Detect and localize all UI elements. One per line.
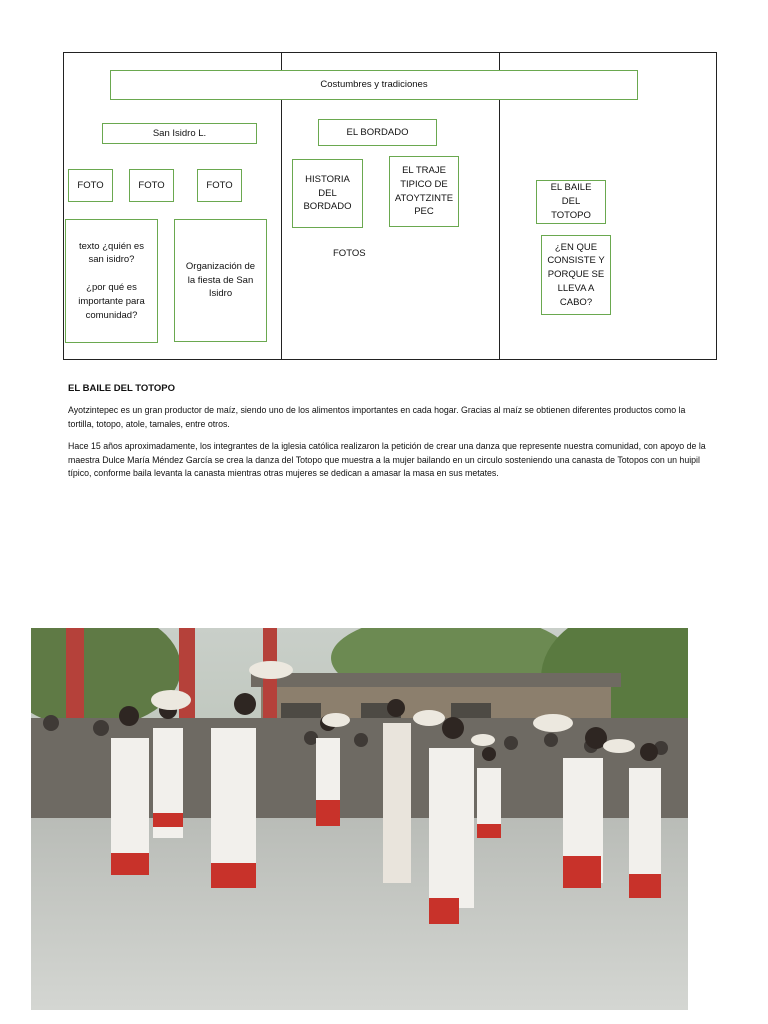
bordado-history-text: HISTORIA DEL BORDADO [303, 173, 352, 213]
san-isidro-label: San Isidro L. [152, 127, 207, 139]
san-isidro-question-box [65, 219, 158, 343]
san-isidro-question-text: texto ¿quién es san isidro? ¿por qué es importante para comunidad? [78, 240, 145, 321]
diagram-title: Costumbres y tradiciones [320, 79, 428, 91]
bordado-label: EL BORDADO [346, 126, 409, 138]
photo-box [68, 169, 113, 202]
fotos-label: FOTOS [333, 248, 366, 259]
article-paragraph-2: Hace 15 años aproximadamente, los integrantes de la iglesia católica realizaron la petición de crear una danza que represente nuestra comunidad, con apoyo de la maestra Dulce María Méndez García se crea la danza del Totopo que muestra a la mujer bailando en un circulo sosteniendo una canasta de Totopos con un huipil típico, conforme baila levanta la canasta mientras otras mujeres se dedican a amasar la masa en sus metates. [68, 441, 706, 479]
photo-box [197, 169, 242, 202]
baile-totopo-box [536, 180, 606, 224]
traje-tipico-text: EL TRAJE TIPICO DE ATOYTZINTE PEC [394, 164, 454, 218]
baile-question-box [541, 235, 611, 315]
baile-question-text: ¿EN QUE CONSISTE Y PORQUE SE LLEVA A CABO? [547, 241, 605, 308]
bordado-box [318, 119, 437, 146]
photo-box [129, 169, 174, 202]
fiesta-organization-box [174, 219, 267, 342]
article-heading: EL BAILE DEL TOTOPO [68, 383, 175, 394]
baile-totopo-label: EL BAILE DEL TOTOPO [550, 182, 592, 221]
photo-label: FOTO [206, 179, 233, 191]
photo-label: FOTO [138, 179, 165, 191]
bordado-history-box [292, 159, 363, 228]
photo-label: FOTO [77, 179, 104, 191]
traje-tipico-box [389, 156, 459, 227]
article-paragraph-1: Ayotzintepec es un gran productor de maíz, siendo uno de los alimentos importantes en cada hogar. Gracias al maíz se obtienen diferentes productos como la tortilla, totopo, atole, tamales, entre otros. [68, 405, 686, 429]
totopo-dance-photo [31, 628, 688, 1010]
san-isidro-box [102, 123, 257, 144]
fiesta-organization-text: Organización de la fiesta de San Isidro [185, 260, 256, 300]
diagram-title-box [110, 70, 638, 100]
